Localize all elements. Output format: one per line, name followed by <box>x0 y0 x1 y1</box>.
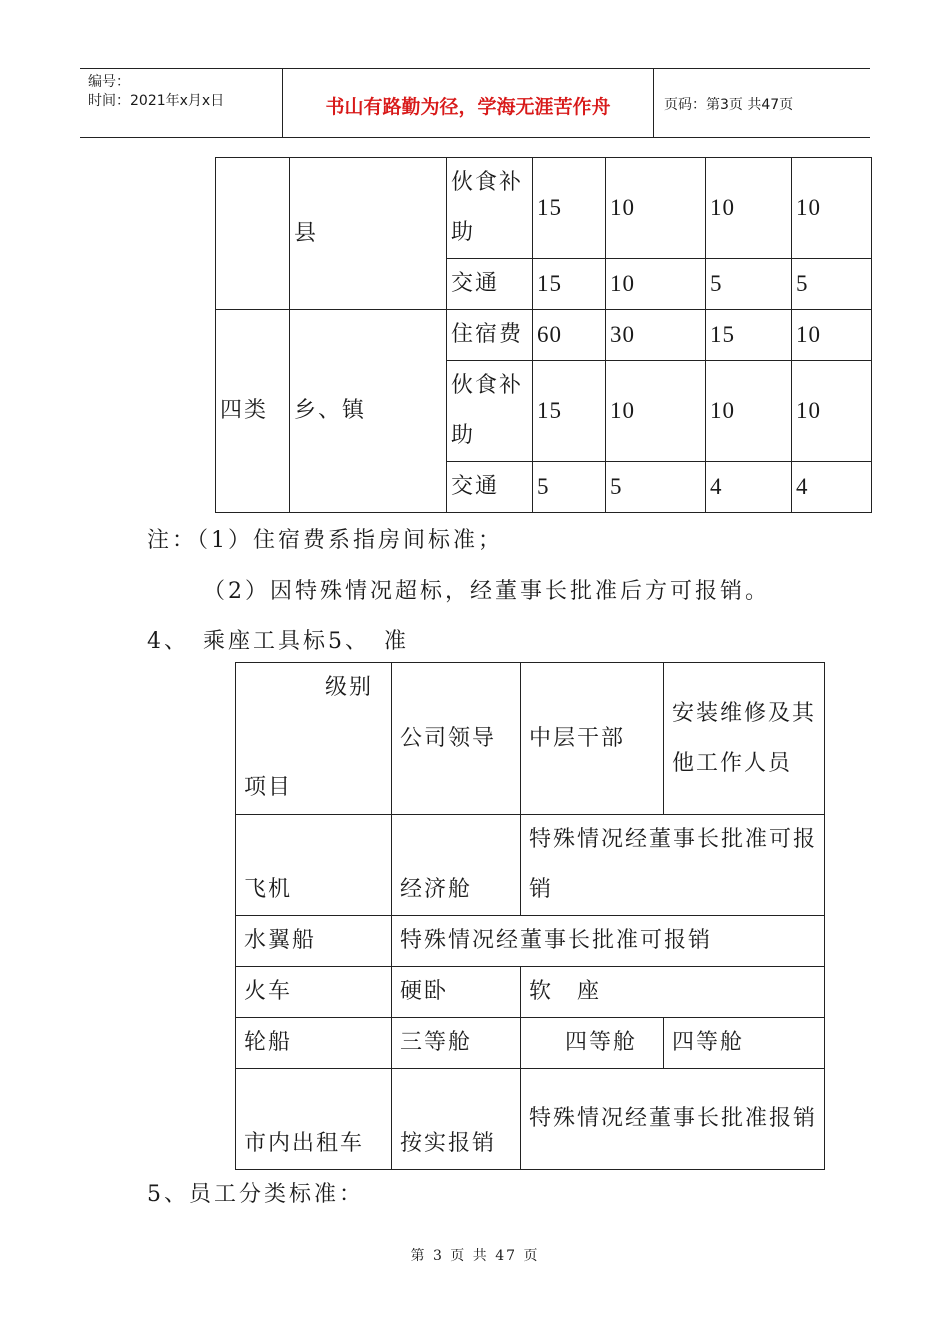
row-plane: 飞机 <box>236 815 392 916</box>
value-cell: 5 <box>533 462 606 513</box>
value-cell: 15 <box>706 310 792 361</box>
item-transport: 交通 <box>447 462 533 513</box>
table-row <box>236 663 825 815</box>
page-footer: 第 3 页 共 47 页 <box>410 1248 540 1264</box>
cell-soft-seat: 软 座 <box>521 967 825 1018</box>
header-corner-cell <box>236 663 392 815</box>
number-label: 编号： <box>88 74 130 90</box>
cell-fourth-class: 四等舱 <box>521 1018 664 1069</box>
date-line: 时间：2021年x月x日 <box>88 93 225 109</box>
item-meal: 伙食补助 <box>447 361 533 462</box>
value-cell: 15 <box>533 158 606 259</box>
note-2: （2）因特殊情况超标，经董事长批准后方可报销。 <box>203 579 770 604</box>
section-4-heading: 4、 乘座工具标5、 准 <box>147 629 409 654</box>
table-row <box>216 158 872 259</box>
value-cell: 15 <box>533 259 606 310</box>
header-level-label: 级别 <box>324 675 373 700</box>
cell-third-class: 三等舱 <box>392 1018 521 1069</box>
row-train: 火车 <box>236 967 392 1018</box>
table-row <box>236 967 825 1018</box>
header-item-label: 项目 <box>244 775 293 800</box>
value-cell: 10 <box>606 259 706 310</box>
col-company-leaders: 公司领导 <box>392 663 521 815</box>
expense-standard-table <box>215 157 872 513</box>
cell-hard-sleeper: 硬卧 <box>392 967 521 1018</box>
area-county: 县 <box>290 158 447 310</box>
col-other-staff: 安装维修及其他工作人员 <box>664 663 825 815</box>
transport-standard-table <box>235 662 825 1170</box>
value-cell: 5 <box>606 462 706 513</box>
cell-special-approval: 特殊情况经董事长批准可报销 <box>392 916 825 967</box>
value-cell: 4 <box>792 462 872 513</box>
table-row <box>236 1018 825 1069</box>
value-cell: 10 <box>792 310 872 361</box>
value-cell: 30 <box>606 310 706 361</box>
row-hydrofoil: 水翼船 <box>236 916 392 967</box>
item-lodging: 住宿费 <box>447 310 533 361</box>
note-1: 注：（1）住宿费系指房间标准； <box>147 528 503 553</box>
value-cell: 10 <box>792 158 872 259</box>
item-transport: 交通 <box>447 259 533 310</box>
cell-economy: 经济舱 <box>392 815 521 916</box>
value-cell: 5 <box>706 259 792 310</box>
section-5-heading: 5、员工分类标准： <box>147 1182 364 1207</box>
class-cell-empty <box>216 158 290 310</box>
table-row <box>236 1069 825 1170</box>
page-header <box>80 68 870 138</box>
row-ship: 轮船 <box>236 1018 392 1069</box>
header-page-info: 页码：第3页 共47页 <box>664 97 794 113</box>
row-taxi: 市内出租车 <box>236 1069 392 1170</box>
header-motto: 书山有路勤为径，学海无涯苦作舟 <box>282 69 654 137</box>
cell-special-approval: 特殊情况经董事长批准报销 <box>521 1069 825 1170</box>
value-cell: 60 <box>533 310 606 361</box>
area-township: 乡、镇 <box>290 310 447 513</box>
cell-fourth-class: 四等舱 <box>664 1018 825 1069</box>
cell-special-approval: 特殊情况经董事长批准可报销 <box>521 815 825 916</box>
value-cell: 10 <box>792 361 872 462</box>
table-row <box>236 916 825 967</box>
table-row <box>216 310 872 361</box>
value-cell: 10 <box>606 361 706 462</box>
value-cell: 5 <box>792 259 872 310</box>
table-row <box>236 815 825 916</box>
value-cell: 4 <box>706 462 792 513</box>
value-cell: 10 <box>706 158 792 259</box>
class-4: 四类 <box>216 310 290 513</box>
value-cell: 10 <box>606 158 706 259</box>
cell-actual-reimbursement: 按实报销 <box>392 1069 521 1170</box>
value-cell: 15 <box>533 361 606 462</box>
item-meal: 伙食补助 <box>447 158 533 259</box>
header-meta <box>80 69 282 137</box>
col-middle-managers: 中层干部 <box>521 663 664 815</box>
value-cell: 10 <box>706 361 792 462</box>
